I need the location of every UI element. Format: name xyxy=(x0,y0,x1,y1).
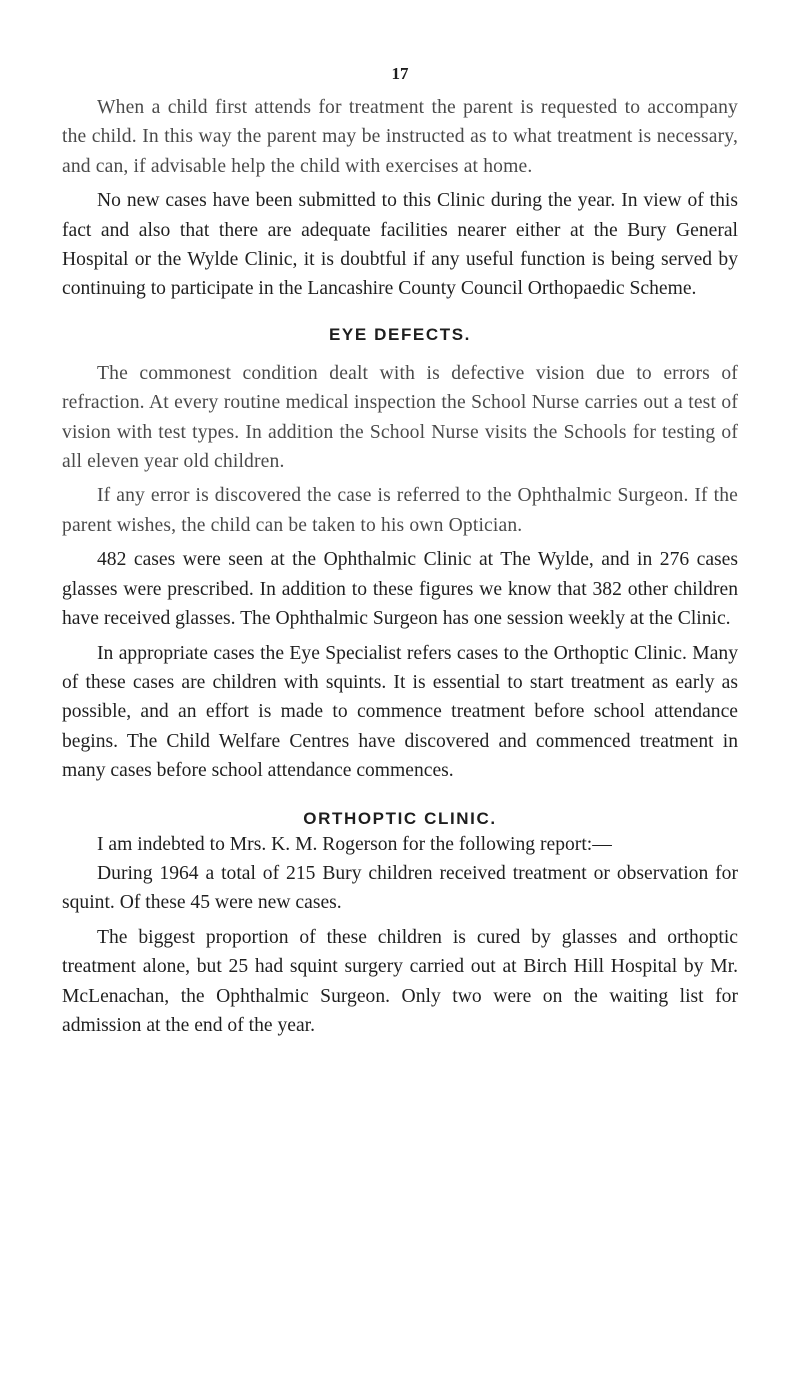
paragraph-orthoptic-totals: During 1964 a total of 215 Bury children received treatment or observation for squint. Of these 45 were new cases. xyxy=(62,862,738,914)
paragraph-orthoptic-outcomes: The biggest proportion of these children is cured by glasses and orthoptic treatment alone, but 25 had squint surgery carried out at Birch Hill Hospital by Mr. McLenachan, the Ophthalmic Surgeon. Only two were on the waiting list for admission at the end of the year. xyxy=(62,926,738,1036)
document-body xyxy=(62,93,738,1045)
paragraph-parent-attendance: When a child first attends for treatment the parent is requested to accompany the child. In this way the parent may be instructed as to what treatment is necessary, and can, if advisable help the child with exercises at home. xyxy=(62,97,738,177)
section-heading-eye-defects: EYE DEFECTS. xyxy=(328,324,471,344)
paragraph-orthopaedic-scheme: No new cases have been submitted to this Clinic during the year. In view of this fact and also that there are adequate facilities nearer either at the Bury General Hospital or the Wylde Clinic, it is doubtful if any useful function is being served by continuing to participate in the Lancashire County Council Orthopaedic Scheme. xyxy=(62,190,738,300)
paragraph-eye-defects-refraction: The commonest condition dealt with is defective vision due to errors of refraction. At every routine medical inspection the School Nurse carries out a test of vision with test types. In addition the School Nurse visits the Schools for testing of all eleven year old children. xyxy=(62,362,738,473)
section-heading-orthoptic-clinic: ORTHOPTIC CLINIC. xyxy=(303,808,497,828)
paragraph-eye-defects-clinic-figures: 482 cases were seen at the Ophthalmic Clinic at The Wylde, and in 276 cases glasses were prescribed. In addition to these figures we know that 382 other children have received glasses. The Ophthalmic Surgeon has one session weekly at the Clinic. xyxy=(62,549,738,630)
page-number: 17 xyxy=(391,64,409,83)
paragraph-orthoptic-intro: I am indebted to Mrs. K. M. Rogerson for the following report:— xyxy=(97,833,612,855)
paragraph-eye-defects-referral: If any error is discovered the case is referred to the Ophthalmic Surgeon. If the parent wishes, the child can be taken to his own Optician. xyxy=(62,485,738,536)
paragraph-eye-defects-orthoptic: In appropriate cases the Eye Specialist refers cases to the Orthoptic Clinic. Many of these cases are children with squints. It is essential to start treatment as early as possible, and an effort is made to commence treatment before school attendance begins. The Child Welfare Centres have discovered and commenced treatment in many cases before school attendance commences. xyxy=(62,642,738,782)
